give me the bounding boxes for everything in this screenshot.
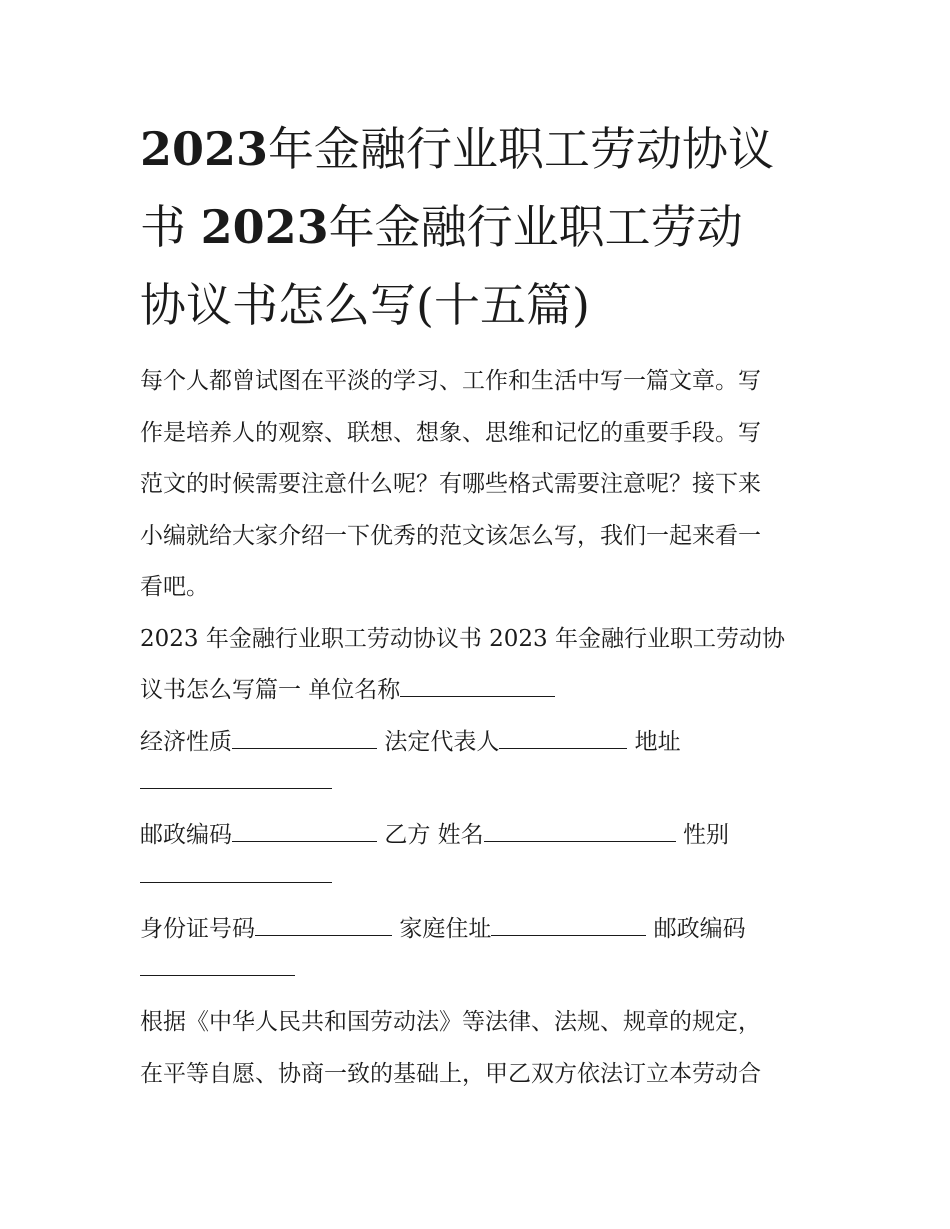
id-number-blank[interactable] bbox=[255, 915, 392, 936]
postcode2-blank[interactable] bbox=[140, 955, 295, 976]
home-address-blank[interactable] bbox=[491, 915, 646, 936]
intro-line: 范文的时候需要注意什么呢？有哪些格式需要注意呢？接下来 bbox=[140, 471, 761, 497]
document-title bbox=[140, 110, 815, 344]
form-line bbox=[140, 810, 815, 862]
intro-line: 看吧。 bbox=[140, 574, 209, 600]
form-line bbox=[140, 862, 815, 904]
title-text: 年金融行业职工劳动协议 bbox=[268, 122, 775, 176]
address-blank[interactable] bbox=[140, 768, 332, 789]
body-line: 在平等自愿、协商一致的基础上，甲乙双方依法订立本劳动合 bbox=[140, 1060, 761, 1087]
unit-name-blank[interactable] bbox=[400, 676, 555, 697]
intro-line: 作是培养人的观察、联想、想象、思维和记忆的重要手段。写 bbox=[140, 419, 761, 446]
id-number-label: 身份证号码 bbox=[140, 915, 255, 942]
title-text: 书 bbox=[140, 200, 186, 254]
economic-nature-blank[interactable] bbox=[232, 728, 377, 749]
postcode-blank[interactable] bbox=[232, 821, 377, 842]
title-year: 2023 bbox=[200, 200, 329, 254]
title-year: 2023 bbox=[140, 122, 269, 176]
legal-rep-label: 法定代表人 bbox=[384, 728, 500, 755]
name-blank[interactable] bbox=[484, 821, 676, 842]
form-line bbox=[140, 904, 815, 956]
postcode-label: 邮政编码 bbox=[140, 822, 232, 848]
form-line bbox=[140, 768, 815, 810]
title-text: 年金融行业职工劳动 bbox=[328, 200, 743, 254]
postcode2-label: 邮政编码 bbox=[653, 915, 746, 942]
section-heading-line: 2023 年金融行业职工劳动协议书 2023 年金融行业职工劳动协 bbox=[140, 625, 785, 652]
economic-nature-label: 经济性质 bbox=[140, 728, 232, 755]
home-address-label: 家庭住址 bbox=[399, 915, 492, 942]
party-b-label: 乙方 bbox=[384, 822, 431, 848]
gender-label: 性别 bbox=[682, 822, 729, 848]
unit-name-label: 议书怎么写篇一 单位名称 bbox=[140, 677, 401, 703]
title-text: 协议书怎么写(十五篇) bbox=[140, 278, 590, 332]
form-line bbox=[140, 955, 815, 997]
gender-blank[interactable] bbox=[140, 862, 332, 883]
intro-paragraph bbox=[140, 356, 815, 614]
body-line: 根据《中华人民共和国劳动法》等法律、法规、规章的规定， bbox=[140, 1009, 761, 1035]
intro-line: 小编就给大家介绍一下优秀的范文该怎么写，我们一起来看一 bbox=[140, 522, 761, 549]
legal-rep-blank[interactable] bbox=[499, 728, 627, 749]
document-page bbox=[140, 110, 815, 1100]
form-line bbox=[140, 717, 815, 769]
intro-line: 每个人都曾试图在平淡的学习、工作和生活中写一篇文章。写 bbox=[140, 368, 761, 394]
section-heading-line bbox=[140, 665, 815, 717]
address-label: 地址 bbox=[634, 728, 681, 755]
name-label: 姓名 bbox=[437, 822, 484, 848]
